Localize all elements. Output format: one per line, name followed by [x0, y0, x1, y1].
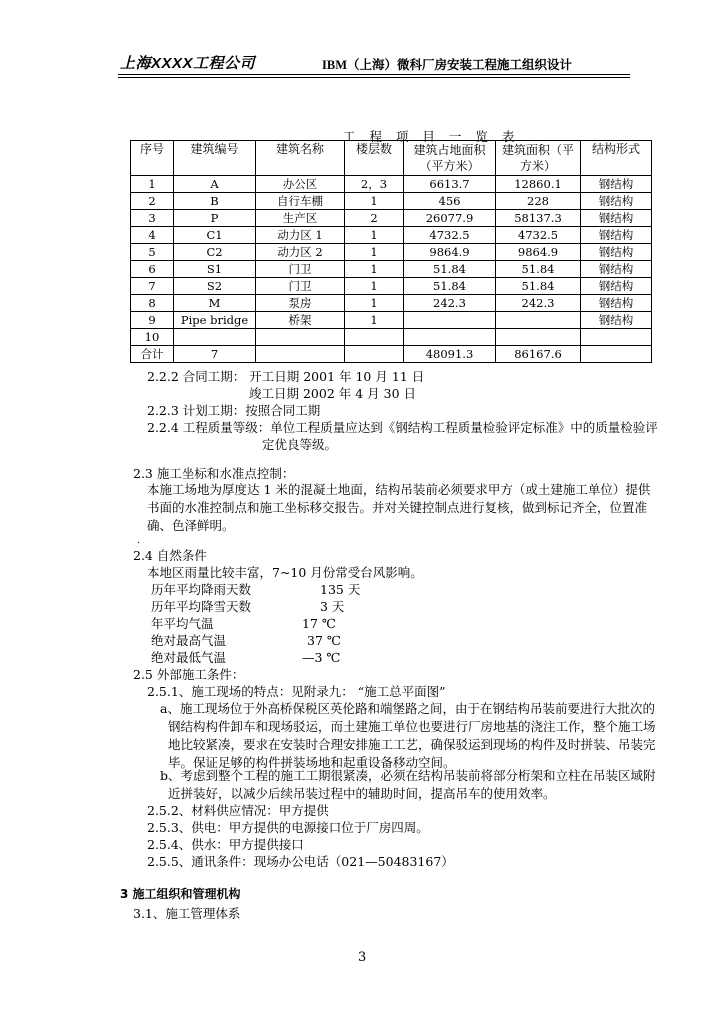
weather-value: 17 ℃: [302, 616, 336, 631]
table-cell: 2: [345, 210, 404, 227]
weather-label: 绝对最低气温: [151, 650, 227, 665]
table-cell: 51.84: [496, 278, 581, 295]
table-cell: B: [174, 193, 256, 210]
table-cell: S1: [174, 261, 256, 278]
table-cell: 51.84: [404, 261, 496, 278]
water-supply: 2.5.4、供水：甲方提供接口: [147, 837, 304, 852]
power-supply: 2.5.3、供电：甲方提供的电源接口位于厂房四周。: [147, 820, 429, 835]
table-row: [131, 244, 652, 261]
section-2-3-heading: 2.3 施工坐标和水准点控制：: [133, 466, 295, 481]
weather-label: 历年平均降雨天数: [151, 582, 252, 597]
section-3-heading: 3 施工组织和管理机构: [120, 887, 241, 901]
table-cell: 钢结构: [581, 261, 652, 278]
table-cell: 228: [496, 193, 581, 210]
table-cell: 242.3: [404, 295, 496, 312]
table-cell: 1: [345, 193, 404, 210]
table-cell: 合计: [131, 346, 174, 363]
quality-grade-cont: 定优良等级。: [262, 437, 338, 452]
table-row: [131, 210, 652, 227]
table-cell: 9864.9: [496, 244, 581, 261]
table-row: [131, 278, 652, 295]
table-cell: 1: [345, 227, 404, 244]
header-cell: 序号: [131, 141, 174, 176]
table-cell: [174, 329, 256, 346]
table-cell: 51.84: [496, 261, 581, 278]
table-cell: [256, 346, 345, 363]
planned-period: 2.2.3 计划工期：按照合同工期: [147, 403, 321, 418]
table-cell: 1: [345, 261, 404, 278]
table-cell: 58137.3: [496, 210, 581, 227]
header-cell: 建筑面积（平方米）: [496, 141, 581, 176]
table-cell: [581, 346, 652, 363]
table-cell: 1: [345, 244, 404, 261]
table-cell: 1: [345, 278, 404, 295]
header-rule-bottom: [118, 77, 630, 78]
weather-value: 3 天: [320, 599, 345, 614]
table-cell: 钢结构: [581, 210, 652, 227]
weather-label: 历年平均降雪天数: [151, 599, 252, 614]
table-cell: [581, 329, 652, 346]
header-cell: 建筑占地面积（平方米）: [404, 141, 496, 176]
table-row: [131, 295, 652, 312]
header-cell: 结构形式: [581, 141, 652, 176]
table-cell: 4732.5: [404, 227, 496, 244]
table-cell: 2，3: [345, 176, 404, 193]
table-cell: 8: [131, 295, 174, 312]
section-3-1-heading: 3.1、施工管理体系: [133, 906, 241, 921]
table-header-row: [131, 141, 652, 176]
section-2-3-paragraph: 本施工场地为厚度达 1 米的混凝土地面，结构吊装前必须要求甲方（或土建施工单位）提供书面的水准控制点和施工坐标移交报告。并对关键控制点进行复核，做到标记齐全，位置准确、色泽鲜明。: [147, 482, 651, 533]
climate-summary: 本地区雨量比较丰富，7~10 月份常受台风影响。: [147, 565, 423, 580]
section-2-5-heading: 2.5 外部施工条件：: [133, 667, 245, 682]
table-total-row: [131, 346, 652, 363]
table-cell: 2: [131, 193, 174, 210]
table-row: [131, 261, 652, 278]
table-cell: 钢结构: [581, 244, 652, 261]
table-cell: 钢结构: [581, 193, 652, 210]
project-table: [130, 140, 652, 363]
table-row: [131, 193, 652, 210]
table-cell: 242.3: [496, 295, 581, 312]
table-row: [131, 329, 652, 346]
table-title: 工 程 项 目 一 览 表: [343, 129, 520, 144]
table-cell: 钢结构: [581, 295, 652, 312]
table-cell: [404, 329, 496, 346]
header-cell: 建筑名称: [256, 141, 345, 176]
table-cell: 1: [131, 176, 174, 193]
communication: 2.5.5、通讯条件：现场办公电话（021—50483167）: [147, 854, 454, 869]
table-cell: 9: [131, 312, 174, 329]
table-cell: 1: [345, 295, 404, 312]
header-cell: 楼层数: [345, 141, 404, 176]
table-cell: 动力区 1: [256, 227, 345, 244]
table-cell: 办公区: [256, 176, 345, 193]
table-row: [131, 312, 652, 329]
table-cell: 6: [131, 261, 174, 278]
weather-value: 135 天: [320, 582, 361, 597]
table-cell: 泵房: [256, 295, 345, 312]
table-cell: C2: [174, 244, 256, 261]
table-cell: 9864.9: [404, 244, 496, 261]
quality-grade: 2.2.4 工程质量等级：单位工程质量应达到《钢结构工程质量检验评定标准》中的质量检验评: [147, 420, 658, 435]
weather-label: 绝对最高气温: [151, 633, 227, 648]
table-cell: 钢结构: [581, 278, 652, 295]
table-row: [131, 176, 652, 193]
document-title: IBM（上海）微科厂房安装工程施工组织设计: [322, 58, 573, 72]
table-cell: 5: [131, 244, 174, 261]
material-supply: 2.5.2、材料供应情况：甲方提供: [147, 803, 329, 818]
contract-period: 2.2.2 合同工期： 开工日期 2001 年 10 月 11 日: [147, 369, 425, 384]
table-cell: [256, 329, 345, 346]
table-cell: [345, 346, 404, 363]
table-cell: 动力区 2: [256, 244, 345, 261]
table-cell: 门卫: [256, 261, 345, 278]
table-cell: 3: [131, 210, 174, 227]
table-cell: 48091.3: [404, 346, 496, 363]
table-cell: 51.84: [404, 278, 496, 295]
weather-value: —3 ℃: [302, 650, 341, 665]
table-cell: 86167.6: [496, 346, 581, 363]
table-cell: 12860.1: [496, 176, 581, 193]
site-feature-b: b、考虑到整个工程的施工工期很紧凑，必须在结构吊装前将部分桁架和立柱在吊装区域附近拼装好，以减少后续吊装过程中的辅助时间，提高吊车的使用效率。: [160, 768, 656, 801]
table-cell: 456: [404, 193, 496, 210]
table-cell: [496, 329, 581, 346]
page-number: 3: [358, 950, 367, 965]
table-cell: P: [174, 210, 256, 227]
table-cell: 自行车棚: [256, 193, 345, 210]
table-cell: 生产区: [256, 210, 345, 227]
table-cell: Pipe bridge: [174, 312, 256, 329]
company-name: 上海XXXX工程公司: [120, 55, 256, 72]
table-cell: [496, 312, 581, 329]
table-cell: S2: [174, 278, 256, 295]
section-2-4-heading: 2.4 自然条件: [133, 548, 207, 563]
table-cell: 10: [131, 329, 174, 346]
table-cell: 钢结构: [581, 227, 652, 244]
site-features: 2.5.1、施工现场的特点：见附录九： “施工总平面图”: [147, 684, 446, 699]
header-rule-top: [118, 74, 630, 75]
table-cell: 6613.7: [404, 176, 496, 193]
table-cell: 门卫: [256, 278, 345, 295]
table-cell: [404, 312, 496, 329]
table-cell: 4: [131, 227, 174, 244]
weather-label: 年平均气温: [151, 616, 214, 631]
table-row: [131, 227, 652, 244]
table-cell: 钢结构: [581, 312, 652, 329]
table-cell: M: [174, 295, 256, 312]
table-cell: C1: [174, 227, 256, 244]
table-cell: 4732.5: [496, 227, 581, 244]
table-cell: 桥架: [256, 312, 345, 329]
table-cell: 7: [174, 346, 256, 363]
completion-date: 竣工日期 2002 年 4 月 30 日: [249, 386, 417, 401]
site-feature-a: a、施工现场位于外高桥保税区英伦路和端堡路之间，由于在钢结构吊装前要进行大批次的钢结构构件卸车和现场驳运，而土建施工单位也要进行厂房地基的浇注工作，整个施工场地比较紧凑，要求在安装时合理安排施工工艺，确保驳运到现场的构件及时拼装、吊装完毕。保证足够的构件拼装场地和起重设备移动空间。: [160, 701, 656, 770]
stray-dot: .: [137, 536, 140, 546]
table-cell: 1: [345, 312, 404, 329]
table-cell: 26077.9: [404, 210, 496, 227]
header-cell: 建筑编号: [174, 141, 256, 176]
table-cell: [345, 329, 404, 346]
table-cell: 钢结构: [581, 176, 652, 193]
table-cell: A: [174, 176, 256, 193]
weather-value: 37 ℃: [307, 633, 341, 648]
table-cell: 7: [131, 278, 174, 295]
